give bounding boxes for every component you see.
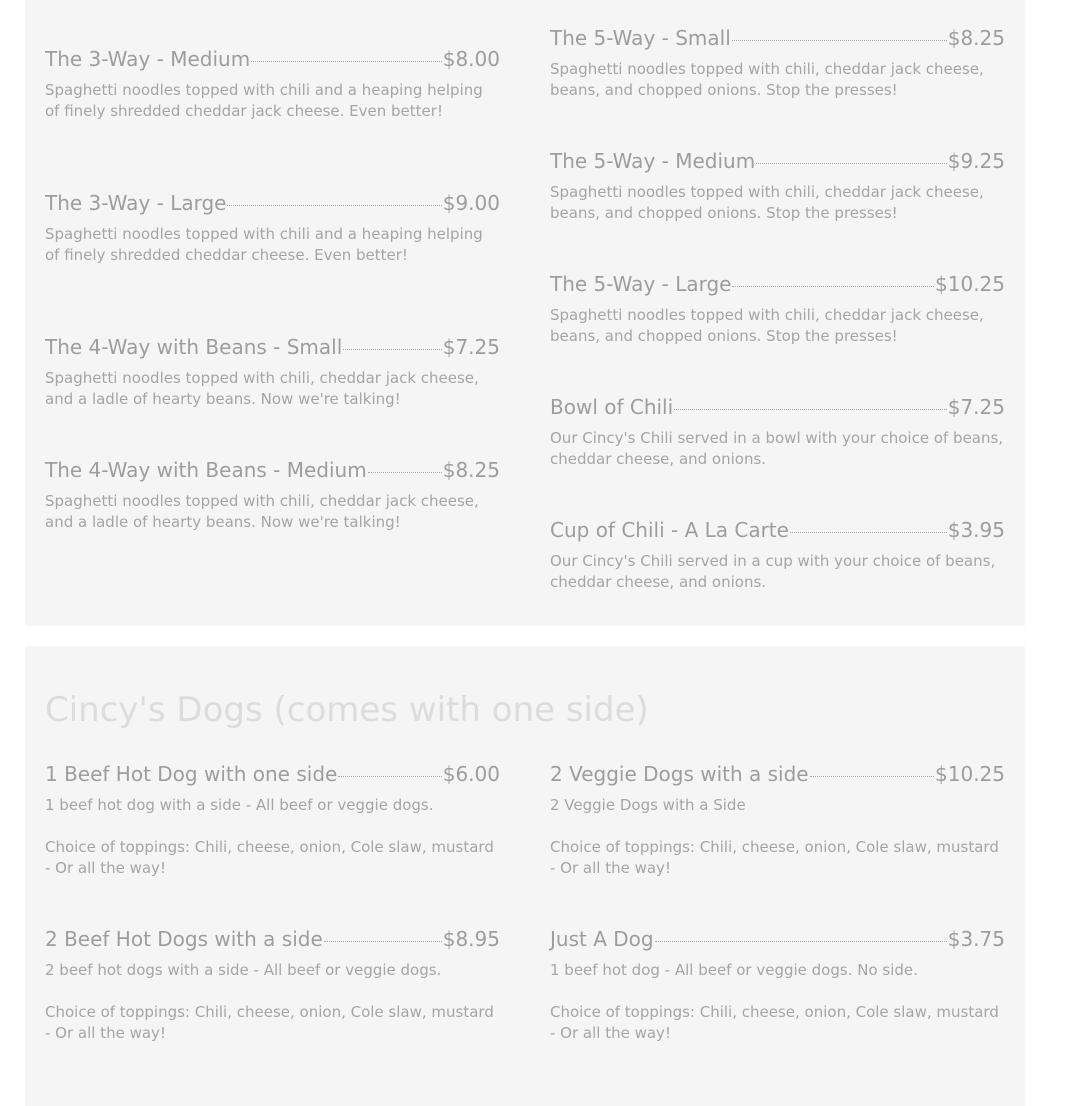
dot-leader (655, 940, 947, 942)
menu-item-name: The 3-Way - Large (45, 191, 227, 215)
menu-item-description: Spaghetti noodles topped with chili, cheddar jack cheese, beans, and chopped onions. Stop the presses! (550, 183, 984, 222)
menu-item-price: $8.25 (442, 458, 500, 482)
menu-item-description: Spaghetti noodles topped with chili and a heaping helping of finely shredded cheddar cheese. Even better! (45, 225, 483, 264)
menu-item-description: Our Cincy's Chili served in a bowl with your choice of beans, cheddar cheese, and onions. (550, 429, 1004, 468)
menu-item[interactable] (550, 517, 1005, 593)
dot-leader (227, 204, 441, 206)
menu-item[interactable] (45, 457, 500, 533)
dot-leader (368, 471, 442, 473)
dot-leader (251, 60, 442, 62)
menu-item[interactable] (45, 926, 500, 1044)
menu-item-description: 2 Veggie Dogs with a Side (550, 796, 746, 814)
menu-item-name: The 5-Way - Small (550, 26, 731, 50)
menu-item-name: The 3-Way - Medium (45, 47, 251, 71)
menu-item-price: $3.75 (947, 927, 1005, 951)
menu-item[interactable] (45, 190, 500, 266)
chili-menu-section (25, 0, 1025, 626)
menu-item-price: $10.25 (935, 272, 1005, 296)
menu-item-name: Just A Dog (550, 927, 654, 951)
menu-item-toppings: Choice of toppings: Chili, cheese, onion, Cole slaw, mustard - Or all the way! (45, 1003, 494, 1042)
menu-item-description: 1 beef hot dog - All beef or veggie dogs. No side. (550, 961, 918, 979)
menu-item-description: Our Cincy's Chili served in a cup with your choice of beans, cheddar cheese, and onions. (550, 552, 996, 591)
menu-item-toppings: Choice of toppings: Chili, cheese, onion, Cole slaw, mustard - Or all the way! (550, 1003, 999, 1042)
menu-item-name: The 4-Way with Beans - Small (45, 335, 343, 359)
menu-item-toppings: Choice of toppings: Chili, cheese, onion, Cole slaw, mustard - Or all the way! (550, 838, 999, 877)
dot-leader (790, 531, 947, 533)
menu-item-price: $9.25 (947, 149, 1005, 173)
menu-item-price: $10.25 (935, 762, 1005, 786)
menu-item-price: $8.00 (442, 47, 500, 71)
menu-item-description: Spaghetti noodles topped with chili, cheddar jack cheese, and a ladle of hearty beans. Now we're talking! (45, 492, 479, 531)
menu-item[interactable] (45, 46, 500, 122)
menu-item-name: 1 Beef Hot Dog with one side (45, 762, 338, 786)
menu-item[interactable] (550, 394, 1005, 470)
menu-item-description: 1 beef hot dog with a side - All beef or veggie dogs. (45, 796, 434, 814)
menu-item-name: Cup of Chili - A La Carte (550, 518, 789, 542)
menu-item-name: Bowl of Chili (550, 395, 674, 419)
menu-item[interactable] (550, 25, 1005, 101)
menu-item-description: Spaghetti noodles topped with chili, cheddar jack cheese, beans, and chopped onions. Stop the presses! (550, 60, 984, 99)
dot-leader (674, 408, 947, 410)
dot-leader (338, 775, 441, 777)
dot-leader (732, 285, 934, 287)
menu-item-price: $3.95 (947, 518, 1005, 542)
dot-leader (756, 162, 947, 164)
dot-leader (810, 775, 934, 777)
menu-item-price: $8.25 (947, 26, 1005, 50)
menu-item[interactable] (45, 761, 500, 879)
menu-item-description: Spaghetti noodles topped with chili, cheddar jack cheese, and a ladle of hearty beans. Now we're talking! (45, 369, 479, 408)
menu-item-price: $8.95 (442, 927, 500, 951)
dot-leader (732, 39, 947, 41)
menu-item[interactable] (550, 761, 1005, 879)
menu-item-name: The 5-Way - Medium (550, 149, 756, 173)
menu-item-price: $7.25 (947, 395, 1005, 419)
menu-item[interactable] (550, 271, 1005, 347)
menu-item-price: $6.00 (442, 762, 500, 786)
menu-item-name: The 5-Way - Large (550, 272, 732, 296)
dogs-menu-section (25, 646, 1025, 1106)
menu-item-name: 2 Beef Hot Dogs with a side (45, 927, 323, 951)
dot-leader (343, 348, 441, 350)
menu-item-toppings: Choice of toppings: Chili, cheese, onion, Cole slaw, mustard - Or all the way! (45, 838, 494, 877)
menu-item-price: $7.25 (442, 335, 500, 359)
menu-item[interactable] (45, 334, 500, 410)
menu-item-name: 2 Veggie Dogs with a side (550, 762, 809, 786)
menu-item[interactable] (550, 926, 1005, 1044)
menu-item-name: The 4-Way with Beans - Medium (45, 458, 367, 482)
menu-item-description: Spaghetti noodles topped with chili, cheddar jack cheese, beans, and chopped onions. Stop the presses! (550, 306, 984, 345)
section-title: Cincy's Dogs (comes with one side) (45, 690, 649, 730)
menu-item-description: 2 beef hot dogs with a side - All beef or veggie dogs. (45, 961, 442, 979)
menu-item-description: Spaghetti noodles topped with chili and a heaping helping of finely shredded cheddar jack cheese. Even better! (45, 81, 483, 120)
menu-item-price: $9.00 (442, 191, 500, 215)
menu-item[interactable] (550, 148, 1005, 224)
dot-leader (324, 940, 442, 942)
